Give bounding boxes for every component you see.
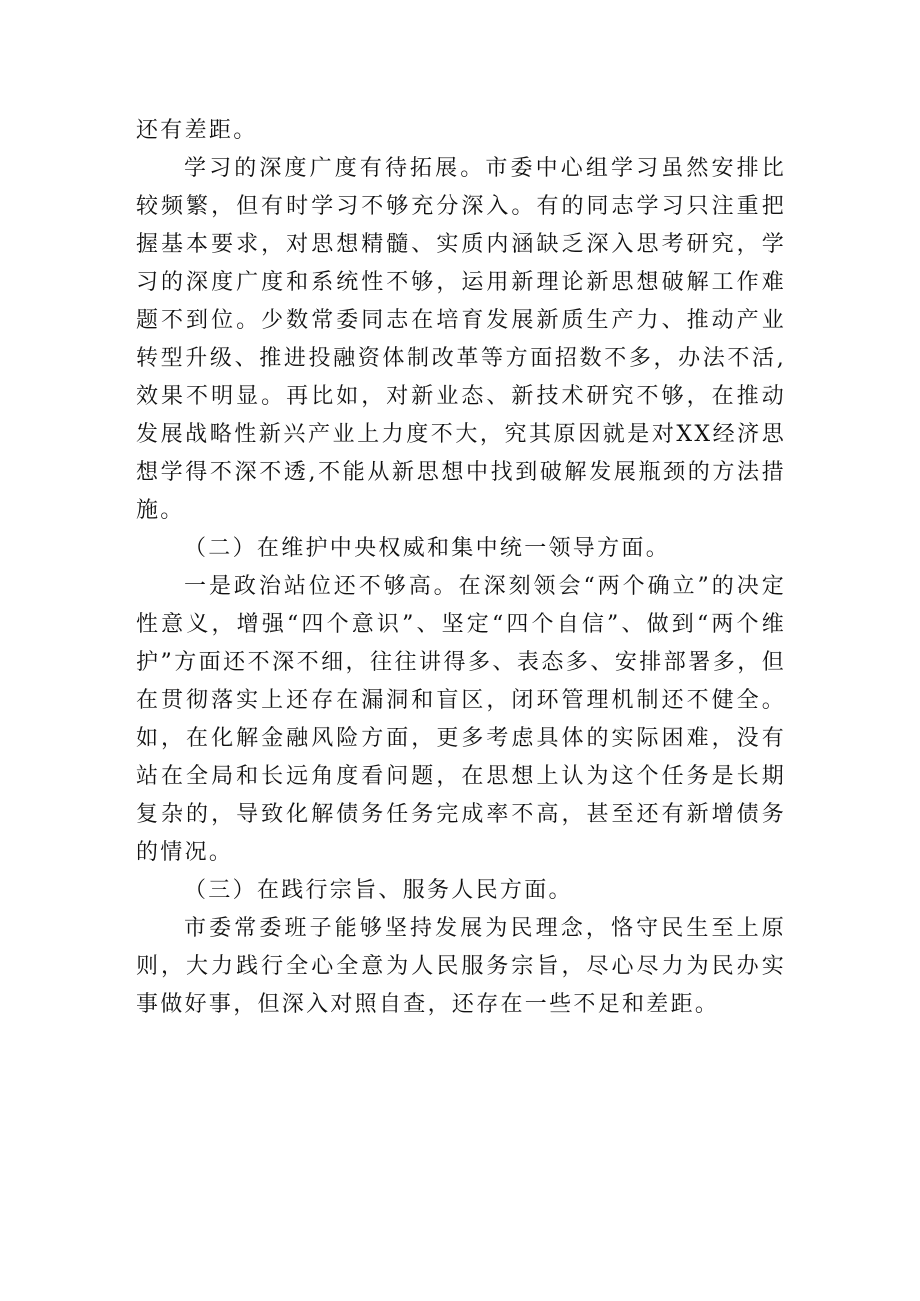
section-heading-2: （二）在维护中央权威和集中统一领导方面。 [184, 536, 671, 561]
paragraph-political-stance: 一是政治站位还不够高。在深刻领会“两个确立”的决定性意义，增强“四个意识”、坚定“四个自信”、做到“两个维护”方面还不深不细，往往讲得多、表态多、安排部署多，但在贯彻落实上还存在漏洞和盲区，闭环管理机制还不健全。如，在化解金融风险方面，更多考虑具体的实际困难，没有站在全局和长远角度看问题，在思想上认为这个任务是长期复杂的，导致化解债务任务完成率不高，甚至还有新增债务的情况。 [136, 574, 786, 865]
document-body [136, 112, 786, 1024]
paragraph-serving-people: 市委常委班子能够坚持发展为民理念，恪守民生至上原则，大力践行全心全意为人民服务宗旨，尽心尽力为民办实事做好事，但深入对照自查，还存在一些不足和差距。 [136, 916, 786, 1017]
section-heading-3: （三）在践行宗旨、服务人民方面。 [184, 878, 573, 903]
paragraph-study-depth: 学习的深度广度有待拓展。市委中心组学习虽然安排比较频繁，但有时学习不够充分深入。有的同志学习只注重把握基本要求，对思想精髓、实质内涵缺乏深入思考研究，学习的深度广度和系统性不够，运用新理论新思想破解工作难题不到位。少数常委同志在培育发展新质生产力、推动产业转型升级、推进投融资体制改革等方面招数不多，办法不活,效果不明显。再比如，对新业态、新技术研究不够，在推动发展战略性新兴产业上力度不大，究其原因就是对XX经济思想学得不深不透,不能从新思想中找到破解发展瓶颈的方法措施。 [136, 156, 786, 523]
paragraph-continuation: 还有差距。 [136, 118, 258, 143]
